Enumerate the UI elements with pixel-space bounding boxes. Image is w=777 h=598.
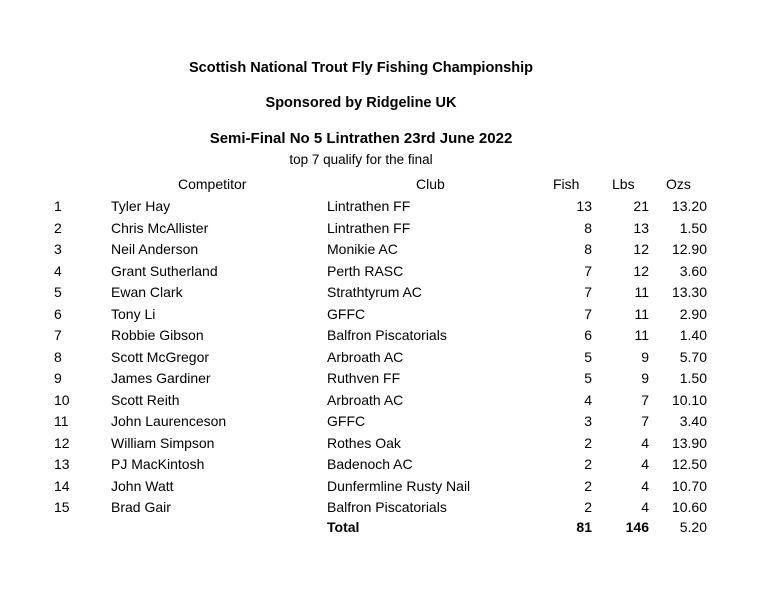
club-cell: Lintrathen FF [327,219,411,236]
club-cell: GFFC [327,413,366,429]
lbs-cell: 13 [633,219,649,236]
competitor-cell: Robbie Gibson [111,327,204,343]
club-cell: Balfron Piscatorials [327,499,447,515]
rank-cell: 1 [54,198,62,214]
lbs-cell: 11 [634,284,649,300]
club-cell: Arbroath AC [327,391,404,408]
total-lbs: 146 [625,519,649,535]
lbs-cell: 4 [641,499,649,515]
competitor-cell: John Laurenceson [111,413,227,429]
total-fish: 81 [576,519,592,535]
lbs-cell: 21 [633,198,649,214]
event-title: Semi-Final No 5 Lintrathen 23rd June 2022 [209,130,513,147]
header-competitor: Competitor [178,176,247,192]
competitor-cell: Scott McGregor [111,348,210,365]
rank-cell: 13 [54,456,70,472]
fish-cell: 2 [584,499,592,515]
club-cell: Perth RASC [327,262,404,279]
club-cell: Lintrathen FF [327,198,411,214]
ozs-cell: 5.70 [679,348,707,365]
header-fish: Fish [553,176,580,192]
ozs-cell: 1.50 [679,219,707,236]
fish-cell: 2 [584,434,592,451]
fish-cell: 7 [584,284,592,300]
fish-cell: 7 [584,305,592,322]
ozs-cell: 3.60 [679,262,707,279]
ozs-cell: 1.50 [679,370,707,386]
fish-cell: 2 [584,456,592,472]
fish-cell: 7 [584,262,592,279]
fish-cell: 3 [584,413,592,429]
lbs-cell: 9 [641,348,649,365]
club-cell: Arbroath AC [327,348,404,365]
competitor-cell: Grant Sutherland [111,262,218,279]
competitor-cell: Chris McAllister [111,219,209,236]
competitor-cell: Tony Li [111,305,156,322]
competitor-cell: Tyler Hay [111,198,171,214]
header-lbs: Lbs [612,176,635,192]
total-ozs: 5.20 [679,519,707,535]
fish-cell: 5 [584,370,592,386]
ozs-cell: 13.30 [671,284,707,300]
rank-cell: 11 [54,413,69,429]
ozs-cell: 12.50 [671,456,707,472]
fish-cell: 5 [584,348,592,365]
ozs-cell: 1.40 [679,327,707,343]
ozs-cell: 3.40 [679,413,707,429]
fish-cell: 8 [584,241,592,257]
rank-cell: 4 [54,262,62,279]
fish-cell: 2 [584,477,592,494]
club-cell: Dunfermline Rusty Nail [327,477,471,494]
ozs-cell: 10.10 [671,391,707,408]
club-cell: Balfron Piscatorials [327,327,447,343]
competitor-cell: James Gardiner [111,370,211,386]
competitor-cell: Neil Anderson [111,241,199,257]
ozs-cell: 13.20 [671,198,707,214]
lbs-cell: 4 [641,477,649,494]
ozs-cell: 12.90 [671,241,707,257]
sponsor-line: Sponsored by Ridgeline UK [265,95,457,111]
competitor-cell: PJ MacKintosh [111,456,205,472]
ozs-cell: 13.90 [671,434,707,451]
lbs-cell: 7 [641,413,649,429]
rank-cell: 14 [54,477,70,494]
lbs-cell: 11 [634,305,649,322]
rank-cell: 12 [54,434,70,451]
lbs-cell: 4 [641,456,649,472]
rank-cell: 8 [54,348,62,365]
header-club: Club [416,176,445,192]
championship-title: Scottish National Trout Fly Fishing Championship [189,60,533,76]
competitor-cell: Ewan Clark [111,284,183,300]
ozs-cell: 10.70 [671,477,707,494]
lbs-cell: 7 [641,391,649,408]
club-cell: Monikie AC [327,241,398,257]
total-label: Total [327,519,360,535]
club-cell: Rothes Oak [327,434,401,451]
lbs-cell: 11 [634,327,649,343]
rank-cell: 3 [54,241,62,257]
rank-cell: 15 [54,499,70,515]
fish-cell: 8 [584,219,592,236]
qualify-note: top 7 qualify for the final [289,152,433,167]
rank-cell: 7 [54,327,62,343]
rank-cell: 6 [54,305,62,322]
ozs-cell: 10.60 [671,499,707,515]
lbs-cell: 12 [633,262,649,279]
lbs-cell: 9 [641,370,649,386]
club-cell: Ruthven FF [327,370,401,386]
rank-cell: 10 [54,391,70,408]
header-ozs: Ozs [666,176,691,192]
fish-cell: 4 [584,391,592,408]
club-cell: Badenoch AC [327,456,413,472]
rank-cell: 9 [54,370,62,386]
ozs-cell: 2.90 [679,305,707,322]
lbs-cell: 4 [641,434,649,451]
club-cell: Strathtyrum AC [327,284,422,300]
competitor-cell: John Watt [111,477,174,494]
competitor-cell: William Simpson [111,434,215,451]
competitor-cell: Scott Reith [111,391,180,408]
fish-cell: 13 [576,198,592,214]
fish-cell: 6 [584,327,592,343]
competitor-cell: Brad Gair [111,499,171,515]
lbs-cell: 12 [633,241,649,257]
rank-cell: 2 [54,219,62,236]
rank-cell: 5 [54,284,62,300]
club-cell: GFFC [327,305,366,322]
